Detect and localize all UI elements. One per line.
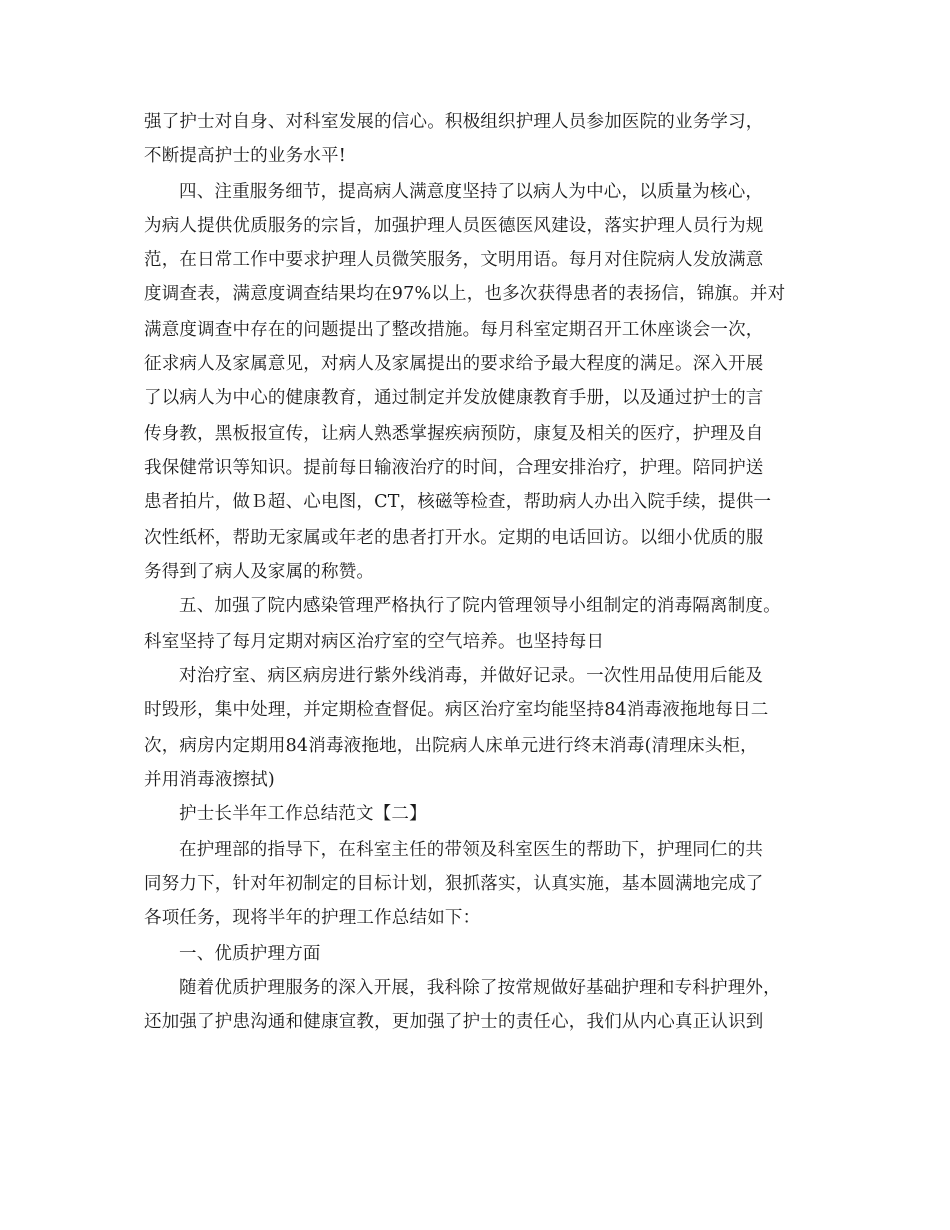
text-line: 同努力下，针对年初制定的目标计划，狠抓落实，认真实施，基本圆满地完成了 [144,874,764,894]
text-line: 强了护士对自身、对科室发展的信心。积极组织护理人员参加医院的业务学习， [144,112,764,132]
text-line: 次性纸杯，帮助无家属或年老的患者打开水。定期的电话回访。以细小优质的服 [144,528,764,548]
subsection-heading: 一、优质护理方面 [179,944,321,964]
text-line: 度调查表，满意度调查结果均在97%以上，也多次获得患者的表扬信，锦旗。并对 [144,284,786,304]
text-line: 务得到了病人及家属的称赞。 [144,562,375,582]
text-line: 并用消毒液擦拭) [144,770,275,790]
text-line: 对治疗室、病区病房进行紫外线消毒，并做好记录。一次性用品使用后能及 [179,666,764,686]
text-line: 还加强了护患沟通和健康宣教，更加强了护士的责任心，我们从内心真正认识到 [144,1012,764,1032]
text-line: 科室坚持了每月定期对病区治疗室的空气培养。也坚持每日 [144,632,605,652]
text-line: 在护理部的指导下，在科室主任的带领及科室医生的帮助下，护理同仁的共 [179,840,764,860]
text-line: 了以病人为中心的健康教育，通过制定并发放健康教育手册，以及通过护士的言 [144,388,764,408]
text-line: 传身教，黑板报宣传，让病人熟悉掌握疾病预防，康复及相关的医疗，护理及自 [144,424,764,444]
text-line: 各项任务，现将半年的护理工作总结如下： [144,908,481,928]
text-line: 范，在日常工作中要求护理人员微笑服务，文明用语。每月对住院病人发放满意 [144,250,764,270]
text-line: 满意度调查中存在的问题提出了整改措施。每月科室定期召开工休座谈会一次， [144,320,764,340]
text-line: 不断提高护士的业务水平! [144,146,346,166]
text-line: 我保健常识等知识。提前每日输液治疗的时间，合理安排治疗，护理。陪同护送 [144,458,764,478]
text-line: 时毁形，集中处理，并定期检查督促。病区治疗室均能坚持84消毒液拖地每日二 [144,700,769,720]
text-line: 为病人提供优质服务的宗旨，加强护理人员医德医风建设，落实护理人员行为规 [144,216,764,236]
section-title: 护士长半年工作总结范文【二】 [179,804,427,824]
paragraph-heading: 四、注重服务细节，提高病人满意度坚持了以病人为中心，以质量为核心， [179,182,764,202]
text-line: 次，病房内定期用84消毒液拖地，出院病人床单元进行终末消毒(清理床头柜， [144,736,758,756]
text-line: 患者拍片，做Ｂ超、心电图，CT，核磁等检查，帮助病人办出入院手续，提供一 [144,492,772,512]
text-line: 随着优质护理服务的深入开展，我科除了按常规做好基础护理和专科护理外， [179,978,781,998]
text-line: 征求病人及家属意见，对病人及家属提出的要求给予最大程度的满足。深入开展 [144,354,764,374]
paragraph-heading: 五、加强了院内感染管理严格执行了院内管理领导小组制定的消毒隔离制度。 [179,596,781,616]
